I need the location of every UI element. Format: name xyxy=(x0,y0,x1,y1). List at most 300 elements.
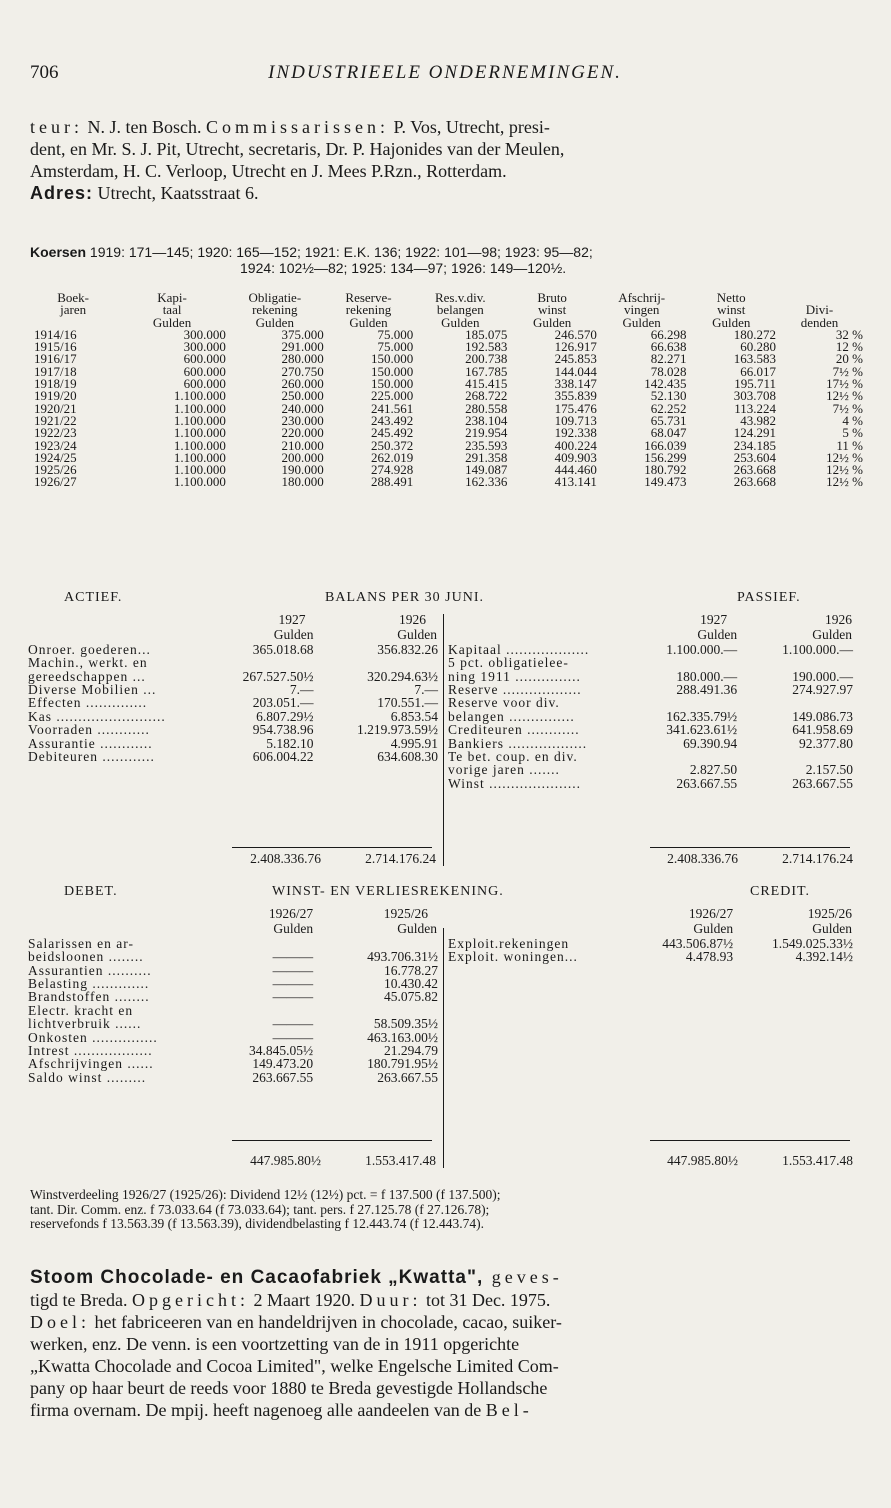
running-title: INDUSTRIEELE ONDERNEMINGEN. xyxy=(268,62,622,83)
table-cell: 66.638 xyxy=(650,339,687,355)
table-row xyxy=(28,329,863,341)
ledger-amount xyxy=(749,696,853,709)
ledger-label: Assurantien .......... xyxy=(28,962,152,978)
table-cell: 162.336 xyxy=(465,474,508,490)
table-cell: 1925/26 xyxy=(34,462,77,478)
table-cell: 219.954 xyxy=(465,425,508,441)
directeur-label: teur: xyxy=(30,117,83,137)
commissarissen-label: Commissarissen: xyxy=(206,117,390,137)
table-cell: 250.000 xyxy=(281,388,324,404)
ledger-label: Brandstoffen ........ xyxy=(28,989,150,1005)
table-cell: 1924/25 xyxy=(34,449,77,465)
table-cell: 240.000 xyxy=(281,400,324,416)
table-cell: 303.708 xyxy=(733,388,776,404)
ledger-label: Effecten .............. xyxy=(28,695,148,711)
ledger-amount: 320.294.63½ xyxy=(367,668,438,684)
total-rule xyxy=(650,847,850,848)
column-header: jaren xyxy=(60,302,87,318)
year-header: 1927 xyxy=(700,612,728,627)
total-rule xyxy=(650,1140,850,1141)
ledger-row xyxy=(28,670,438,683)
company-name: Stoom Chocolade- en Cacaofabriek „Kwatta", xyxy=(30,1267,484,1288)
table-cell: 235.593 xyxy=(465,437,508,453)
directeur-name: N. J. ten Bosch. xyxy=(83,117,206,137)
winstverdeeling-line: reservefonds f 13.563.39 (f 13.563.39), dividendbelasting f 12.443.74 (f 12.443.74). xyxy=(30,1216,485,1231)
ledger-amount: 274.927.97 xyxy=(792,682,853,698)
ledger-row xyxy=(28,1017,438,1030)
ledger-amount: 7.— xyxy=(289,682,314,698)
ledger-label: Winst ..................... xyxy=(448,775,581,791)
year-header: 1926 xyxy=(399,612,426,627)
koersen-line: 1919: 171—145; 1920: 165—152; 1921: E.K. 136; 1922: 101—98; 1923: 95—82; xyxy=(86,244,593,260)
table-cell: 268.722 xyxy=(465,388,508,404)
ledger-label: Reserve voor div. xyxy=(448,695,560,711)
table-cell: 1921/22 xyxy=(34,412,77,428)
total-value: 447.985.80½ xyxy=(667,1153,738,1168)
ledger-amount: 2.827.50 xyxy=(689,762,738,778)
ledger-amount: 1.100.000.— xyxy=(782,641,853,657)
ledger-amount xyxy=(634,656,749,669)
total-value: 2.714.176.24 xyxy=(365,851,436,866)
table-cell: 66.298 xyxy=(650,326,687,342)
table-cell: 180.000 xyxy=(281,474,324,490)
table-cell: 234.185 xyxy=(733,437,776,453)
ledger-row xyxy=(28,696,438,709)
ledger-amount: 58.509.35½ xyxy=(373,1016,438,1032)
column-header: Gulden xyxy=(441,314,480,330)
table-cell: 262.019 xyxy=(371,449,414,465)
table-cell: 12½ % xyxy=(826,474,863,490)
company-text: het fabriceeren van en handeldrijven in chocolade, cacao, suiker- xyxy=(90,1312,562,1332)
total-rule xyxy=(232,847,432,848)
year-header: 1925/26 xyxy=(807,906,852,921)
table-row xyxy=(28,403,863,415)
company-text: werken, enz. De venn. is een voortzetting van de in 1911 opgerichte xyxy=(30,1334,520,1354)
column-header: Obligatie- xyxy=(248,290,302,305)
ledger-label: Kapitaal ................... xyxy=(448,641,590,657)
ledger-amount: ——— xyxy=(272,949,314,965)
ledger-amount: 4.995.91 xyxy=(390,735,438,751)
unit-header: Gulden xyxy=(397,627,437,643)
table-cell: 200.738 xyxy=(465,351,508,367)
ledger-label: Salarissen en ar- xyxy=(28,935,134,951)
table-cell: 65.731 xyxy=(650,412,687,428)
credit-title: CREDIT. xyxy=(750,884,811,899)
table-cell: 200.000 xyxy=(281,449,324,465)
table-cell: 1.100.000 xyxy=(173,425,226,441)
ledger-amount: 641.958.69 xyxy=(792,722,853,738)
table-cell: 12½ % xyxy=(826,462,863,478)
ledger-amount: ——— xyxy=(272,962,314,978)
ledger-amount: 170.551.— xyxy=(377,695,438,711)
table-cell: 1926/27 xyxy=(34,474,77,490)
year-header: 1925/26 xyxy=(383,906,428,921)
ledger-row xyxy=(28,723,438,736)
ledger-label: Electr. kracht en xyxy=(28,1002,134,1018)
ledger-label: lichtverbruik ...... xyxy=(28,1016,142,1032)
table-cell: 355.839 xyxy=(554,388,597,404)
ledger-row xyxy=(28,964,438,977)
ledger-amount: 6.807.29½ xyxy=(256,708,314,724)
ledger-amount: 954.738.96 xyxy=(252,722,314,738)
column-header: Divi- xyxy=(805,302,834,318)
table-cell: 192.338 xyxy=(554,425,597,441)
ledger-amount: ——— xyxy=(272,989,314,1005)
column-header: belangen xyxy=(436,302,484,318)
ledger-label: Kas ......................... xyxy=(28,708,166,724)
ledger-amount: 45.075.82 xyxy=(384,989,438,1005)
ledger-row xyxy=(28,1057,438,1070)
table-cell: 260.000 xyxy=(281,376,324,392)
table-cell: 68.047 xyxy=(650,425,687,441)
unit-header: Gulden xyxy=(812,627,852,643)
table-cell: 1.100.000 xyxy=(173,412,226,428)
table-cell: 280.000 xyxy=(281,351,324,367)
table-cell: 1918/19 xyxy=(34,376,77,392)
ledger-amount: 10.430.42 xyxy=(384,976,438,992)
table-cell: 280.558 xyxy=(465,400,508,416)
table-cell: 243.492 xyxy=(371,412,414,428)
ledger-amount xyxy=(218,1004,325,1017)
table-cell: 109.713 xyxy=(554,412,597,428)
ledger-row xyxy=(448,950,853,963)
total-value: 2.408.336.76 xyxy=(250,851,321,866)
column-header: rekening xyxy=(252,302,298,318)
ledger-amount: 4.392.14½ xyxy=(795,949,853,965)
table-cell: 1923/24 xyxy=(34,437,77,453)
ledger-label: Intrest .................. xyxy=(28,1043,153,1059)
intro-paragraph xyxy=(30,116,865,204)
ledger-amount: 443.506.87½ xyxy=(662,935,734,951)
table-cell: 274.928 xyxy=(371,462,414,478)
ledger-row xyxy=(448,737,853,750)
table-cell: 75.000 xyxy=(377,339,414,355)
ledger-label: belangen ............... xyxy=(448,708,575,724)
balans-title: BALANS PER 30 JUNI. xyxy=(325,590,485,605)
ledger-amount: 263.667.55 xyxy=(252,1069,314,1085)
column-header: Reserve- xyxy=(345,290,392,305)
ledger-amount: ——— xyxy=(272,1016,314,1032)
ledger-row xyxy=(28,937,438,950)
column-header: Res.v.div. xyxy=(434,290,486,305)
ledger-row xyxy=(448,643,853,656)
table-cell: 338.147 xyxy=(554,376,597,392)
table-cell: 241.561 xyxy=(371,400,414,416)
table-cell: 288.491 xyxy=(371,474,414,490)
table-cell: 180.272 xyxy=(733,326,776,342)
table-cell: 409.903 xyxy=(554,449,597,465)
unit-header: Gulden xyxy=(273,627,314,643)
column-header: rekening xyxy=(345,302,392,318)
ledger-amount: 16.778.27 xyxy=(384,962,438,978)
table-cell: 62.252 xyxy=(650,400,687,416)
table-cell: 32 % xyxy=(835,326,863,342)
total-rule xyxy=(232,1140,432,1141)
ledger-row xyxy=(448,696,853,709)
credit-table xyxy=(448,906,853,964)
ledger-amount: 1.549.025.33½ xyxy=(772,935,853,951)
table-cell: 225.000 xyxy=(371,388,414,404)
table-cell: 263.668 xyxy=(733,462,776,478)
ledger-row xyxy=(28,950,438,963)
ledger-amount: 2.157.50 xyxy=(805,762,853,778)
ledger-row xyxy=(448,670,853,683)
ledger-amount: 267.527.50½ xyxy=(242,668,314,684)
company-text: 2 Maart 1920. xyxy=(248,1290,360,1310)
winst-divider xyxy=(443,928,444,1168)
column-header: Gulden xyxy=(152,314,192,330)
doel-label: Doel: xyxy=(30,1312,90,1332)
ledger-amount: 6.853.54 xyxy=(390,708,438,724)
table-cell: 250.372 xyxy=(371,437,414,453)
ledger-row xyxy=(448,723,853,736)
table-row xyxy=(28,353,863,365)
ledger-amount: 263.667.55 xyxy=(676,775,738,791)
table-cell: 4 % xyxy=(842,412,863,428)
column-header: winst xyxy=(538,302,567,318)
table-cell: 210.000 xyxy=(281,437,324,453)
ledger-amount xyxy=(634,750,749,763)
ledger-amount: 7.— xyxy=(414,682,438,698)
ledger-label: Exploit. woningen... xyxy=(448,949,578,965)
table-cell: 144.044 xyxy=(554,363,597,379)
total-value: 447.985.80½ xyxy=(250,1153,321,1168)
ledger-row xyxy=(28,737,438,750)
table-cell: 1915/16 xyxy=(34,339,77,355)
table-cell: 43.982 xyxy=(740,412,776,428)
ledger-label: Bankiers .................. xyxy=(448,735,588,751)
ledger-amount: 463.163.00½ xyxy=(367,1029,438,1045)
kwatta-paragraph xyxy=(30,1266,865,1421)
table-cell: 220.000 xyxy=(281,425,324,441)
table-cell: 1.100.000 xyxy=(173,400,226,416)
year-header: 1926/27 xyxy=(688,906,734,921)
actief-table xyxy=(28,612,438,763)
ledger-label: Voorraden ............ xyxy=(28,722,150,738)
ledger-label: beidsloonen ........ xyxy=(28,949,144,965)
table-cell: 149.087 xyxy=(465,462,508,478)
ledger-amount xyxy=(749,656,853,669)
winstverdeeling-paragraph xyxy=(30,1188,865,1232)
ledger-row xyxy=(448,656,853,669)
company-text: tigd te Breda. xyxy=(30,1290,132,1310)
ledger-amount: 149.086.73 xyxy=(792,708,853,724)
ledger-row xyxy=(448,763,853,776)
table-cell: 66.017 xyxy=(740,363,776,379)
ledger-row xyxy=(28,1071,438,1084)
ledger-row xyxy=(448,710,853,723)
adres-value: Utrecht, Kaatsstraat 6. xyxy=(93,183,259,203)
table-cell: 300.000 xyxy=(183,339,226,355)
ledger-amount: 288.491.36 xyxy=(676,682,738,698)
debet-title: DEBET. xyxy=(64,884,118,899)
ledger-row xyxy=(28,1031,438,1044)
ledger-label: Afschrijvingen ...... xyxy=(28,1056,154,1072)
column-header: Afschrij- xyxy=(618,290,666,305)
table-cell: 180.792 xyxy=(644,462,687,478)
column-header: Kapi- xyxy=(157,290,187,305)
table-cell: 7½ % xyxy=(832,363,863,379)
ledger-amount: 493.706.31½ xyxy=(367,949,438,965)
ledger-label: Exploit.rekeningen xyxy=(448,935,570,951)
ledger-amount: 69.390.94 xyxy=(683,735,738,751)
ledger-label: Machin., werkt. en xyxy=(28,655,148,671)
table-cell: 600.000 xyxy=(183,363,226,379)
ledger-amount: 1.219.973.59½ xyxy=(357,722,438,738)
unit-header: Gulden xyxy=(693,921,734,937)
total-value: 1.553.417.48 xyxy=(782,1153,853,1168)
column-header: Netto xyxy=(716,290,746,305)
column-header: Gulden xyxy=(712,314,751,330)
ledger-row xyxy=(448,777,853,790)
ledger-row xyxy=(28,710,438,723)
page-number: 706 xyxy=(30,62,59,83)
ledger-amount xyxy=(214,656,325,669)
koersen-block xyxy=(30,244,865,276)
table-cell: 246.570 xyxy=(554,326,597,342)
ledger-label: Onroer. goederen... xyxy=(28,641,151,657)
table-cell: 1.100.000 xyxy=(173,462,226,478)
ledger-label: Reserve .................. xyxy=(448,682,582,698)
ledger-amount xyxy=(749,750,853,763)
ledger-amount: 341.623.61½ xyxy=(666,722,738,738)
table-cell: 20 % xyxy=(835,351,863,367)
table-cell: 75.000 xyxy=(377,326,414,342)
column-header: denden xyxy=(800,314,839,330)
column-header: Boek- xyxy=(57,290,90,305)
ledger-label: Diverse Mobilien ... xyxy=(28,682,157,698)
table-cell: 1.100.000 xyxy=(173,388,226,404)
ledger-amount xyxy=(325,937,438,950)
ledger-amount: 21.294.79 xyxy=(384,1043,438,1059)
table-cell: 60.280 xyxy=(740,339,776,355)
table-cell: 1917/18 xyxy=(34,363,77,379)
ledger-amount: 356.832.26 xyxy=(377,641,438,657)
table-cell: 124.291 xyxy=(733,425,776,441)
table-cell: 126.917 xyxy=(554,339,597,355)
ledger-amount: 634.608.30 xyxy=(377,749,438,765)
ledger-amount: 606.004.22 xyxy=(252,749,314,765)
ledger-amount: 180.000.— xyxy=(676,668,738,684)
table-cell: 1916/17 xyxy=(34,351,77,367)
ledger-amount: 4.478.93 xyxy=(685,949,734,965)
intro-line: Amsterdam, H. C. Verloop, Utrecht en J. Mees P.Rzn., Rotterdam. xyxy=(30,161,507,181)
table-cell: 1920/21 xyxy=(34,400,77,416)
table-cell: 190.000 xyxy=(281,462,324,478)
table-cell: 245.853 xyxy=(554,351,597,367)
table-cell: 11 % xyxy=(836,437,863,453)
ledger-label: Debiteuren ............ xyxy=(28,749,155,765)
passief-title: PASSIEF. xyxy=(737,590,801,605)
column-header: taal xyxy=(162,302,182,318)
table-cell: 600.000 xyxy=(183,351,226,367)
table-cell: 17½ % xyxy=(826,376,863,392)
total-value: 1.553.417.48 xyxy=(365,1153,436,1168)
dividend-table xyxy=(28,292,863,489)
table-cell: 150.000 xyxy=(371,363,414,379)
passief-table xyxy=(448,612,853,790)
ledger-amount: 263.667.55 xyxy=(792,775,853,791)
year-header: 1927 xyxy=(278,612,306,627)
table-cell: 291.358 xyxy=(465,449,508,465)
table-cell: 245.492 xyxy=(371,425,414,441)
ledger-row xyxy=(448,683,853,696)
ledger-label: Saldo winst ......... xyxy=(28,1069,147,1085)
ledger-amount: 263.667.55 xyxy=(377,1069,438,1085)
ledger-row xyxy=(28,683,438,696)
ledger-label: Assurantie ............ xyxy=(28,735,153,751)
table-cell: 12 % xyxy=(835,339,863,355)
table-cell: 230.000 xyxy=(281,412,324,428)
table-cell: 263.668 xyxy=(733,474,776,490)
table-cell: 156.299 xyxy=(644,449,687,465)
ledger-amount: 92.377.80 xyxy=(799,735,853,751)
table-cell: 52.130 xyxy=(650,388,687,404)
total-value: 2.408.336.76 xyxy=(667,851,738,866)
table-cell: 600.000 xyxy=(183,376,226,392)
table-cell: 195.711 xyxy=(734,376,776,392)
column-header: Gulden xyxy=(255,314,294,330)
ledger-label: Onkosten ............... xyxy=(28,1029,158,1045)
column-header: winst xyxy=(717,302,746,318)
ledger-row xyxy=(448,750,853,763)
ledger-row xyxy=(28,990,438,1003)
table-row xyxy=(28,476,863,488)
unit-header: Gulden xyxy=(697,627,738,643)
adres-label: Adres: xyxy=(30,183,94,203)
table-cell: 113.224 xyxy=(734,400,776,416)
table-cell: 150.000 xyxy=(371,376,414,392)
winstverdeeling-line: tant. Dir. Comm. enz. f 73.033.64 (f 73.033.64); tant. pers. f 27.125.78 (f 27.126.78); xyxy=(30,1201,490,1217)
table-cell: 12½ % xyxy=(826,449,863,465)
ledger-amount: 5.182.10 xyxy=(266,735,314,751)
ledger-label: 5 pct. obligatielee- xyxy=(448,655,569,671)
ledger-amount xyxy=(634,696,749,709)
company-text: pany op haar beurt de reeds voor 1880 te Breda gevestigde Hollandsche xyxy=(30,1378,548,1398)
company-text: „Kwatta Chocolade and Cocoa Limited", welke Engelsche Limited Com- xyxy=(30,1356,559,1376)
koersen-line: 1924: 102½—82; 1925: 134—97; 1926: 149—120½. xyxy=(240,260,567,276)
ledger-amount: 149.473.20 xyxy=(252,1056,314,1072)
page-header xyxy=(30,62,860,86)
table-cell: 1.100.000 xyxy=(173,474,226,490)
ledger-label: Belasting ............. xyxy=(28,976,150,992)
table-cell: 1.100.000 xyxy=(173,437,226,453)
table-cell: 1922/23 xyxy=(34,425,77,441)
table-cell: 175.476 xyxy=(554,400,597,416)
ledger-label: gereedschappen ... xyxy=(28,668,146,684)
ledger-row xyxy=(28,656,438,669)
koersen-label: Koersen xyxy=(30,244,87,260)
company-text: firma overnam. De mpij. heeft nagenoeg alle aandeelen van de xyxy=(30,1400,486,1420)
ledger-label: Crediteuren ............ xyxy=(448,722,580,738)
debet-table xyxy=(28,906,438,1084)
column-header: Gulden xyxy=(349,314,388,330)
ledger-label: ning 1911 ............... xyxy=(448,668,581,684)
table-cell: 149.473 xyxy=(644,474,687,490)
table-cell: 150.000 xyxy=(371,351,414,367)
ledger-amount: 34.845.05½ xyxy=(249,1043,314,1059)
column-header: Gulden xyxy=(532,314,572,330)
ledger-row xyxy=(28,1044,438,1057)
table-cell: 400.224 xyxy=(554,437,597,453)
year-header: 1926 xyxy=(825,612,852,627)
unit-header: Gulden xyxy=(812,921,852,937)
table-cell: 415.415 xyxy=(465,376,508,392)
column-header: vingen xyxy=(623,302,660,318)
commissarissen-text: P. Vos, Utrecht, presi- xyxy=(389,117,550,137)
ledger-row xyxy=(28,1004,438,1017)
ledger-amount: 162.335.79½ xyxy=(666,708,738,724)
